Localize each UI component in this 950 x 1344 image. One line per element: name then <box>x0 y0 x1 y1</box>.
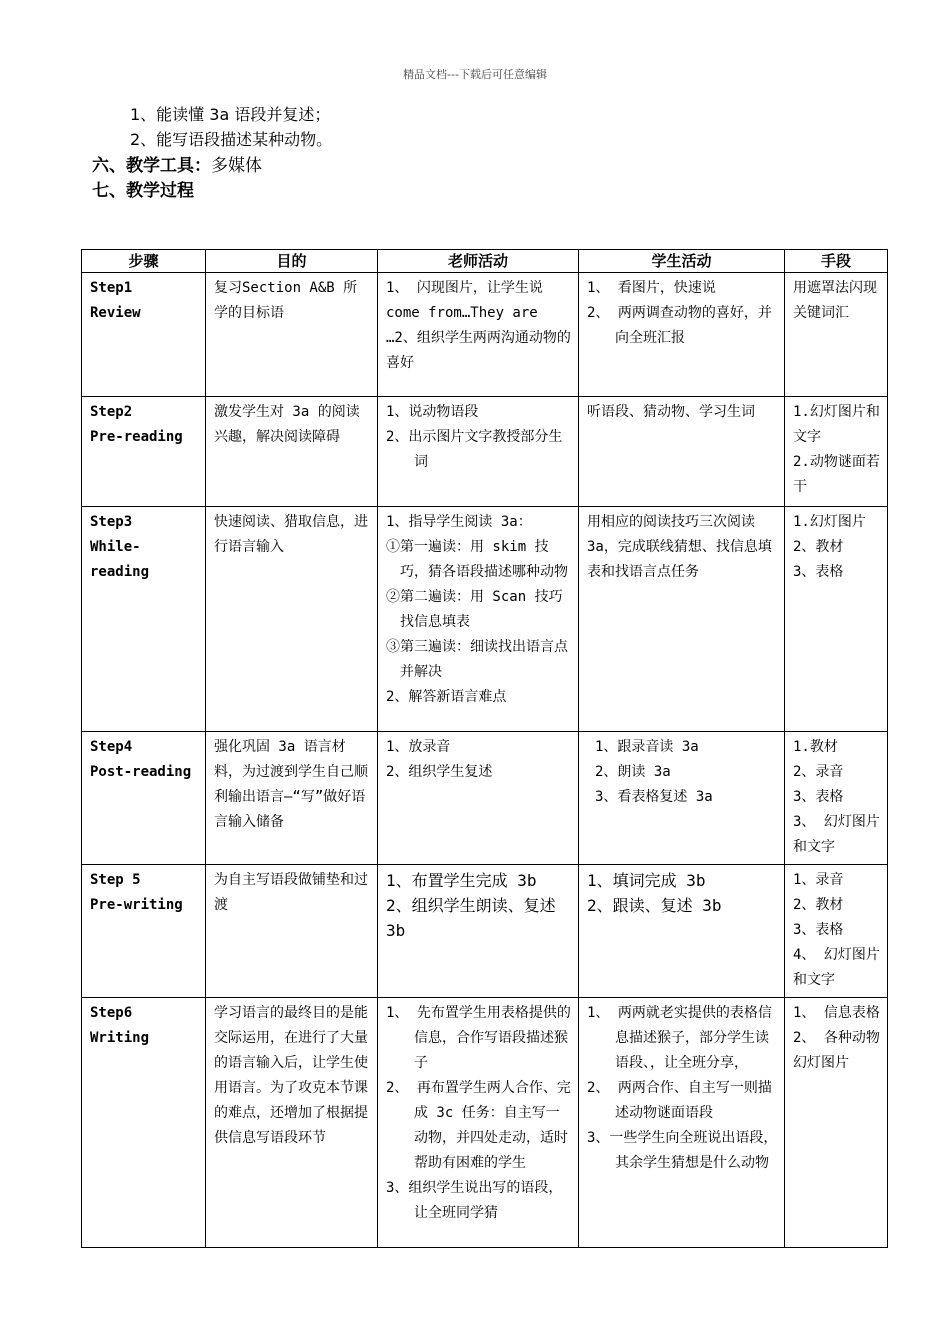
goal-cell: 学习语言的最终目的是能交际运用，在进行了大量的语言输入后，让学生使用语言。为了攻克本节课的难点，还增加了根据提供信息写语段环节 <box>206 998 378 1248</box>
goal-cell: 强化巩固 3a 语言材料，为过渡到学生自己顺利输出语言—“写”做好语言输入储备 <box>206 732 378 865</box>
means-cell: 1、录音 2、教材 3、表格 4、 幻灯图片和文字 <box>785 865 888 998</box>
means-cell: 用遮罩法闪现关键词汇 <box>785 273 888 397</box>
goal-cell: 快速阅读、猎取信息，进行语言输入 <box>206 507 378 732</box>
teacher-cell: 1、说动物语段 2、出示图片文字教授部分生词 <box>378 397 579 507</box>
section-teaching-tools-label: 六、教学工具： <box>92 156 211 176</box>
header-teacher-activity: 老师活动 <box>378 250 579 273</box>
section-teaching-tools-value: 多媒体 <box>211 156 262 176</box>
goal-cell: 激发学生对 3a 的阅读兴趣，解决阅读障碍 <box>206 397 378 507</box>
means-cell: 1.教材 2、录音 3、表格 3、 幻灯图片和文字 <box>785 732 888 865</box>
means-cell: 1.幻灯图片 2、教材 3、表格 <box>785 507 888 732</box>
table-row <box>82 273 888 397</box>
teacher-cell: 1、布置学生完成 3b 2、组织学生朗读、复述 3b <box>378 865 579 998</box>
step-cell: Step4 Post-reading <box>82 732 206 865</box>
lesson-table <box>81 249 888 1248</box>
teacher-cell: 1、指导学生阅读 3a： ①第一遍读：用 skim 技巧，猜各语段描述哪种动物 ②第二遍读：用 Scan 技巧找信息填表 ③第三遍读：细读找出语言点并解决 2、解答新语言难点 <box>378 507 579 732</box>
header-goal: 目的 <box>206 250 378 273</box>
student-cell: 1、 看图片，快速说 2、 两两调查动物的喜好，并向全班汇报 <box>579 273 785 397</box>
table-row <box>82 397 888 507</box>
table-row <box>82 507 888 732</box>
section-teaching-process: 七、教学过程 <box>92 181 194 201</box>
step-cell: Step1 Review <box>82 273 206 397</box>
header-student-activity: 学生活动 <box>579 250 785 273</box>
section-teaching-tools <box>92 151 262 176</box>
step-cell: Step6 Writing <box>82 998 206 1248</box>
student-cell: 1、跟录音读 3a 2、朗读 3a 3、看表格复述 3a <box>579 732 785 865</box>
student-cell: 用相应的阅读技巧三次阅读 3a，完成联线猜想、找信息填表和找语言点任务 <box>579 507 785 732</box>
table-row <box>82 865 888 998</box>
objective-2: 2、能写语段描述某种动物。 <box>130 130 333 149</box>
objective-1: 1、能读懂 3a 语段并复述； <box>130 105 331 124</box>
step-cell: Step 5 Pre-writing <box>82 865 206 998</box>
table-header-row <box>82 250 888 273</box>
table-row <box>82 998 888 1248</box>
goal-cell: 复习Section A&B 所学的目标语 <box>206 273 378 397</box>
student-cell: 1、填词完成 3b 2、跟读、复述 3b <box>579 865 785 998</box>
teacher-cell: 1、 先布置学生用表格提供的信息，合作写语段描述猴子 2、 再布置学生两人合作、完成 3c 任务：自主写一动物，并四处走动，适时帮助有困难的学生 3、组织学生说出写的语段，让全班同学猜 <box>378 998 579 1248</box>
goal-cell: 为自主写语段做铺垫和过渡 <box>206 865 378 998</box>
table-row <box>82 732 888 865</box>
means-cell: 1、 信息表格 2、 各种动物幻灯图片 <box>785 998 888 1248</box>
page-header-note: 精品文档---下载后可任意编辑 <box>403 68 547 81</box>
header-step: 步骤 <box>82 250 206 273</box>
step-cell: Step2 Pre-reading <box>82 397 206 507</box>
student-cell: 听语段、猜动物、学习生词 <box>579 397 785 507</box>
step-cell: Step3 While- reading <box>82 507 206 732</box>
means-cell: 1.幻灯图片和文字 2.动物谜面若干 <box>785 397 888 507</box>
teacher-cell: 1、 闪现图片，让学生说 come from…They are …2、组织学生两两沟通动物的喜好 <box>378 273 579 397</box>
teacher-cell: 1、放录音 2、组织学生复述 <box>378 732 579 865</box>
header-means: 手段 <box>785 250 888 273</box>
student-cell: 1、 两两就老实提供的表格信息描述猴子，部分学生读语段、，让全班分享， 2、 两两合作、自主写一则描述动物谜面语段 3、一些学生向全班说出语段，其余学生猜想是什么动物 <box>579 998 785 1248</box>
